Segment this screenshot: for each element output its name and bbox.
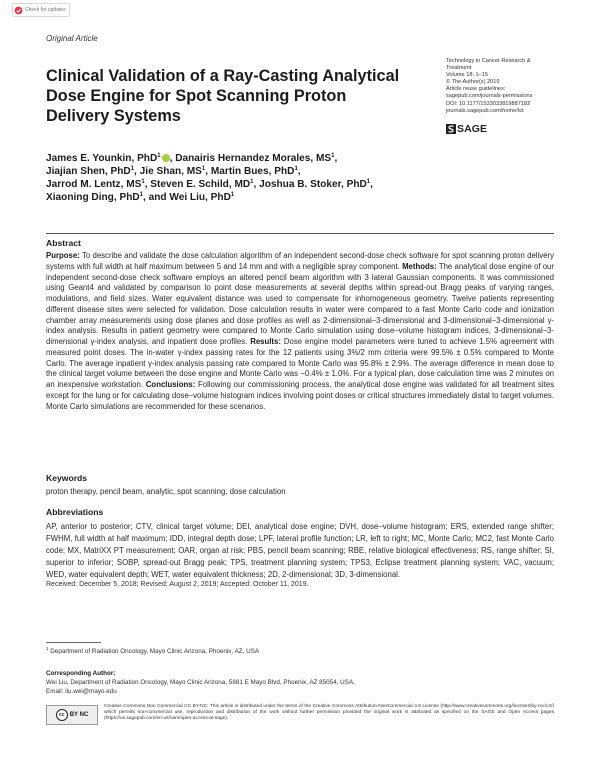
affiliation bbox=[46, 648, 259, 655]
footnote-divider bbox=[46, 642, 101, 643]
purpose-label: Purpose: bbox=[46, 251, 80, 260]
abbreviations-heading: Abbreviations bbox=[46, 507, 104, 517]
journal-line: Treatment bbox=[446, 65, 472, 72]
article-type: Original Article bbox=[46, 34, 98, 43]
journal-copyright: © The Author(s) 2019 bbox=[446, 79, 500, 86]
cc-badge-text: BY NC bbox=[69, 712, 89, 718]
abstract-body bbox=[46, 251, 554, 412]
journal-line: Technology in Cancer Research & bbox=[446, 58, 531, 64]
purpose-text: To describe and validate the dose calculation algorithm of an independent second-dose check software for spot scanning proton delivery systems with full width at half maximum between 5 and 14 mm and with a negligible spray component. bbox=[46, 251, 554, 271]
corresponding-label: Corresponding Author: bbox=[46, 670, 116, 677]
check-badge-label: Check for updates bbox=[25, 7, 66, 13]
journal-home-link[interactable]: journals.sagepub.com/home/tct bbox=[446, 107, 524, 114]
author[interactable]: Joshua B. Stoker, PhD$^1$ bbox=[259, 179, 371, 191]
journal-doi[interactable]: DOI: 10.1177/1533033819887182 bbox=[446, 100, 531, 107]
results-text: Dose engine model parameters were tuned to achieve 1.5% agreement with measured point doses. The in-water γ-index passing rates for the 12 patients using 3%/2 mm criteria were 99.5% ± 0.5% compared to Monte Carlo. The average inpatient γ-index analysis passing rate compared to Monte Carlo was 95.8% ± 2.9%. The average difference in mean dose to the clinical target volume between the dose engine and Monte Carlo was −0.4% ± 1.0%. For a typical plan, dose calculation time was 2 minutes on an inexpensive workstation. bbox=[46, 337, 554, 389]
author[interactable]: Danairis Hernandez Morales, $MS^1$ bbox=[175, 153, 335, 164]
article-title: Clinical Validation of a Ray-Casting Analytical Dose Engine for Spot Scanning Proton Delivery Systems bbox=[46, 67, 400, 126]
section-divider bbox=[46, 233, 554, 234]
journal-permissions-link[interactable]: sagepub.com/journals-permissions bbox=[446, 93, 533, 100]
corresponding-email[interactable]: Email: liu.wei@mayo.edu bbox=[46, 688, 117, 695]
check-for-updates-badge[interactable] bbox=[12, 3, 70, 17]
author[interactable]: Martin Bues, PhD$^1$ bbox=[210, 166, 298, 178]
abstract-heading: Abstract bbox=[46, 238, 81, 248]
cc-icon: cc bbox=[56, 709, 68, 721]
conclusions-text: Following our commissioning process, the analytical dose engine was validated for all treatment sites except for the lung or for calculating dose–volume histogram indices involving point doses or critical structures immediately distal to target volumes. Monte Carlo simulations are recommended for these scenarios. bbox=[46, 380, 554, 411]
author[interactable]: Jiajian Shen, PhD$^1$ bbox=[46, 166, 135, 178]
journal-reuse: Article reuse guidelines: bbox=[446, 86, 506, 93]
sage-logo-text: SAGE bbox=[457, 123, 488, 135]
affiliation-number: 1 bbox=[46, 646, 49, 651]
sage-logo bbox=[446, 123, 487, 135]
corresponding-address: Wei Liu, Department of Radiation Oncology, Mayo Clinic Arizona, 5881 E Mayo Blvd, Phoenix, AZ 85054, USA. bbox=[46, 679, 355, 686]
author[interactable]: Xiaoning Ding, PhD$^1$ bbox=[46, 192, 143, 204]
cc-license-badge[interactable] bbox=[46, 705, 98, 725]
results-label: Results: bbox=[250, 337, 281, 346]
author[interactable]: Wei Liu, PhD$^1$ bbox=[169, 192, 235, 204]
keywords-heading: Keywords bbox=[46, 473, 88, 483]
journal-info bbox=[446, 58, 596, 115]
author[interactable]: James E. Younkin, PhD$^1$ bbox=[46, 153, 170, 164]
conclusions-label: Conclusions: bbox=[145, 380, 196, 389]
methods-label: Methods: bbox=[402, 261, 437, 271]
abbreviations-text: AP, anterior to posterior; CTV, clinical target volume; DEI, analytical dose engine; DVH, dose–volume histogram; ERS, extended range shifter; FWHM, full width at half maximum; IDD, integral depth dose; LPF, lateral profile function; LR, left to right; MC, Monte Carlo; MC2, fast Monte Carlo code; MX, MatriXX PT measurement; OAR, organ at risk; PBS, pencil beam scanning; RBE, relative biological effectiveness; RS, range shifter; SI, superior to inferior; SOBP, spread-out Bragg peak; TPS, treatment planning system; TPS3, Eclipse treatment planning system; VAC, vacuum; WED, water equivalent depth; WET, water equivalent thickness; 2D, 2-dimensional; 3D, 3-dimensional. bbox=[46, 522, 554, 579]
affiliation-text: Department of Radiation Oncology, Mayo Clinic Arizona, Phoenix, AZ, USA bbox=[50, 648, 260, 655]
orcid-icon[interactable] bbox=[162, 154, 170, 162]
sage-mark-icon bbox=[446, 124, 456, 134]
methods-text: The analytical dose engine of our independent second-dose check software employs an altered pencil beam algorithm with 3 lateral Gaussian components. It was commissioned using Geant4 and validated by comparison to point dose measurements at several depths within spread-out Bragg peaks of varying ranges, modulations, and field sizes. Water equivalent distance was used to compensate for inhomogeneous geometry. Twelve patients representing different disease sites were selected for validation. Dose calculation results in water were compared to a fast Monte Carlo code and ionization chamber array measurements using dose planes and dose profiles as well as 2-dimensional–3-dimensional and 3-dimensional–3-dimensional γ-index analysis. Results in patient geometry were compared to Monte Carlo simulation using dose–volume histogram indices, 3-dimensional–3-dimensional γ-index analysis, and inpatient dose profiles. bbox=[46, 261, 554, 346]
article-dates: Received: December 5, 2018; Revised: August 2, 2019; Accepted: October 11, 2019. bbox=[46, 581, 309, 588]
author[interactable]: Jie Shan, $MS^1$ bbox=[139, 166, 206, 178]
license-text: Creative Commons Non Commercial CC BY-NC: This article is distributed under the terms of the Creative Commons Attribution-NonCommercial 4.0 License (http://www.creativecommons.org/licenses/by-nc/4.0/) which permits non-commercial use, reproduction and distribution of the work without further permission provided the original work is attributed as specified on the SAGE and Open Access pages (https://us.sagepub.com/en-us/nam/open-access-at-sage). bbox=[104, 704, 554, 722]
journal-volume: Volume 18: 1–15 bbox=[446, 72, 488, 79]
corresponding-author bbox=[46, 669, 355, 696]
author[interactable]: Steven E. Schild, $MD^1$ bbox=[150, 179, 254, 191]
author-list: James E. Younkin, PhD$^1$ , Danairis Hernandez Morales, $MS^1$, Jiajian Shen, PhD$^1$, Jie Shan, $MS^1$, Martin Bues, PhD$^1$, Jarrod M. Lentz, $MS^1$, Steven E. Schild, $MD^1$, Joshua B. Stoker, PhD$^1$, Xiaoning Ding, PhD$^1$, and Wei Liu, PhD$^1$ bbox=[46, 153, 373, 204]
keywords-text: proton therapy, pencil beam, analytic, spot scanning, dose calculation bbox=[46, 487, 286, 496]
author[interactable]: Jarrod M. Lentz, $MS^1$ bbox=[46, 179, 145, 191]
crossmark-icon bbox=[14, 6, 23, 15]
